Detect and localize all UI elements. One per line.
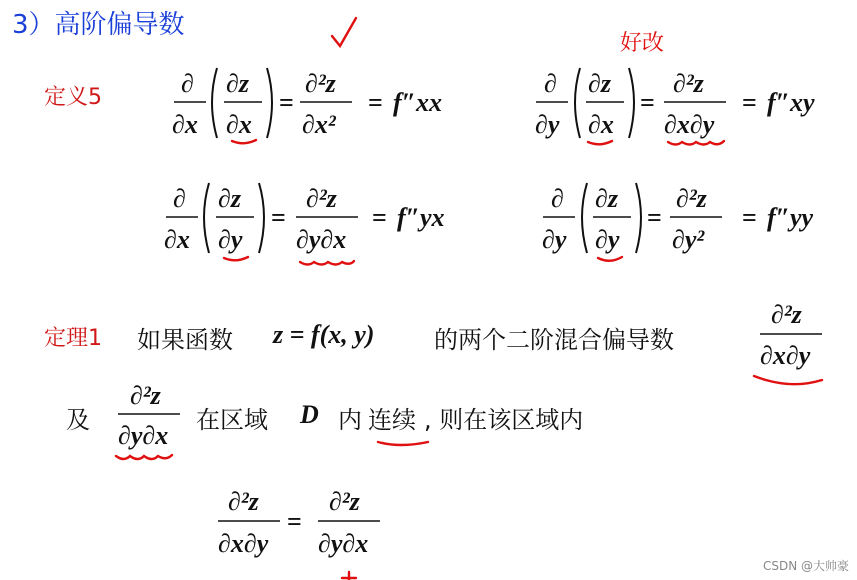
svg-text:∂y²: ∂y² [672,225,705,254]
theorem-text-4a: 内 [338,406,362,434]
svg-text:∂z: ∂z [588,69,611,98]
underline-dy-2 [598,257,622,261]
svg-text:∂²z: ∂²z [228,487,259,516]
svg-text:∂y: ∂y [535,110,560,139]
svg-text:=: = [742,203,757,232]
theorem-text-1: 如果函数 [137,326,233,354]
formula-fyx [164,183,445,254]
svg-text:∂: ∂ [551,184,564,213]
svg-text:∂x: ∂x [226,110,252,139]
svg-text:∂x: ∂x [172,110,198,139]
svg-text:=: = [271,203,286,232]
svg-text:f″yy: f″yy [767,203,814,232]
theorem-text-4c: , 则在该区域内 [424,406,584,434]
svg-text:f″yx: f″yx [397,203,445,232]
svg-text:∂y∂x: ∂y∂x [296,225,347,254]
theorem-label: 定理1 [44,326,102,351]
svg-text:∂x: ∂x [588,110,614,139]
svg-text:=: = [647,203,662,232]
svg-text:=: = [368,88,383,117]
svg-text:∂x∂y: ∂x∂y [664,110,715,139]
svg-text:∂z: ∂z [226,69,249,98]
theorem-mixed-partial-xy [760,300,822,370]
svg-text:∂²z: ∂²z [305,69,336,98]
svg-text:∂²z: ∂²z [329,487,360,516]
underline-dy-1 [224,257,248,260]
underline-dydx-1 [300,261,354,265]
svg-text:∂: ∂ [181,69,194,98]
theorem-text-4b: 连续 [368,406,416,434]
svg-text:∂²z: ∂²z [130,381,161,410]
svg-text:∂²z: ∂²z [306,184,337,213]
underline-dx-1 [232,140,256,143]
svg-text:=: = [372,203,387,232]
svg-text:=: = [287,507,302,536]
theorem-function: z = f(x, y) [273,320,375,349]
svg-text:∂x∂y: ∂x∂y [218,529,269,558]
theorem-and: 及 [66,406,90,434]
svg-text:=: = [279,88,294,117]
check-mark [332,18,356,46]
svg-text:∂z: ∂z [595,184,618,213]
svg-text:∂y: ∂y [542,225,567,254]
svg-text:∂y: ∂y [595,225,620,254]
svg-text:∂x∂y: ∂x∂y [760,341,811,370]
formula-fyy [542,183,814,254]
svg-text:∂z: ∂z [218,184,241,213]
theorem-region: D [300,400,319,429]
section-title: 3）高阶偏导数 [12,10,185,40]
svg-text:=: = [640,88,655,117]
definition-label: 定义5 [44,85,102,110]
underline-theorem-xy [754,376,822,384]
svg-text:f″xx: f″xx [393,88,443,117]
formula-fxy [535,68,815,139]
underline-dx-2 [588,141,612,144]
handwritten-note: 好改 [620,31,665,56]
formula-fxx [172,68,442,139]
svg-text:∂: ∂ [544,69,557,98]
underline-theorem-yx [116,455,172,459]
theorem-text-3: 在区域 [196,406,268,434]
svg-text:∂y: ∂y [218,225,243,254]
theorem-mixed-partial-yx [118,381,180,450]
svg-text:∂²z: ∂²z [673,69,704,98]
watermark: CSDN @大帅豪 [762,559,849,573]
underline-dxdy-1 [668,141,724,145]
svg-text:∂: ∂ [173,184,186,213]
conclusion-equality [218,487,380,558]
svg-text:∂y∂x: ∂y∂x [118,421,169,450]
svg-text:=: = [742,88,757,117]
svg-text:∂y∂x: ∂y∂x [318,529,369,558]
svg-text:∂x²: ∂x² [302,110,336,139]
svg-text:∂²z: ∂²z [676,184,707,213]
svg-text:∂x: ∂x [164,225,190,254]
svg-text:∂²z: ∂²z [771,300,802,329]
small-plus [342,572,356,580]
svg-text:f″xy: f″xy [767,88,815,117]
theorem-text-2: 的两个二阶混合偏导数 [434,326,674,354]
underline-continuous [378,442,428,445]
